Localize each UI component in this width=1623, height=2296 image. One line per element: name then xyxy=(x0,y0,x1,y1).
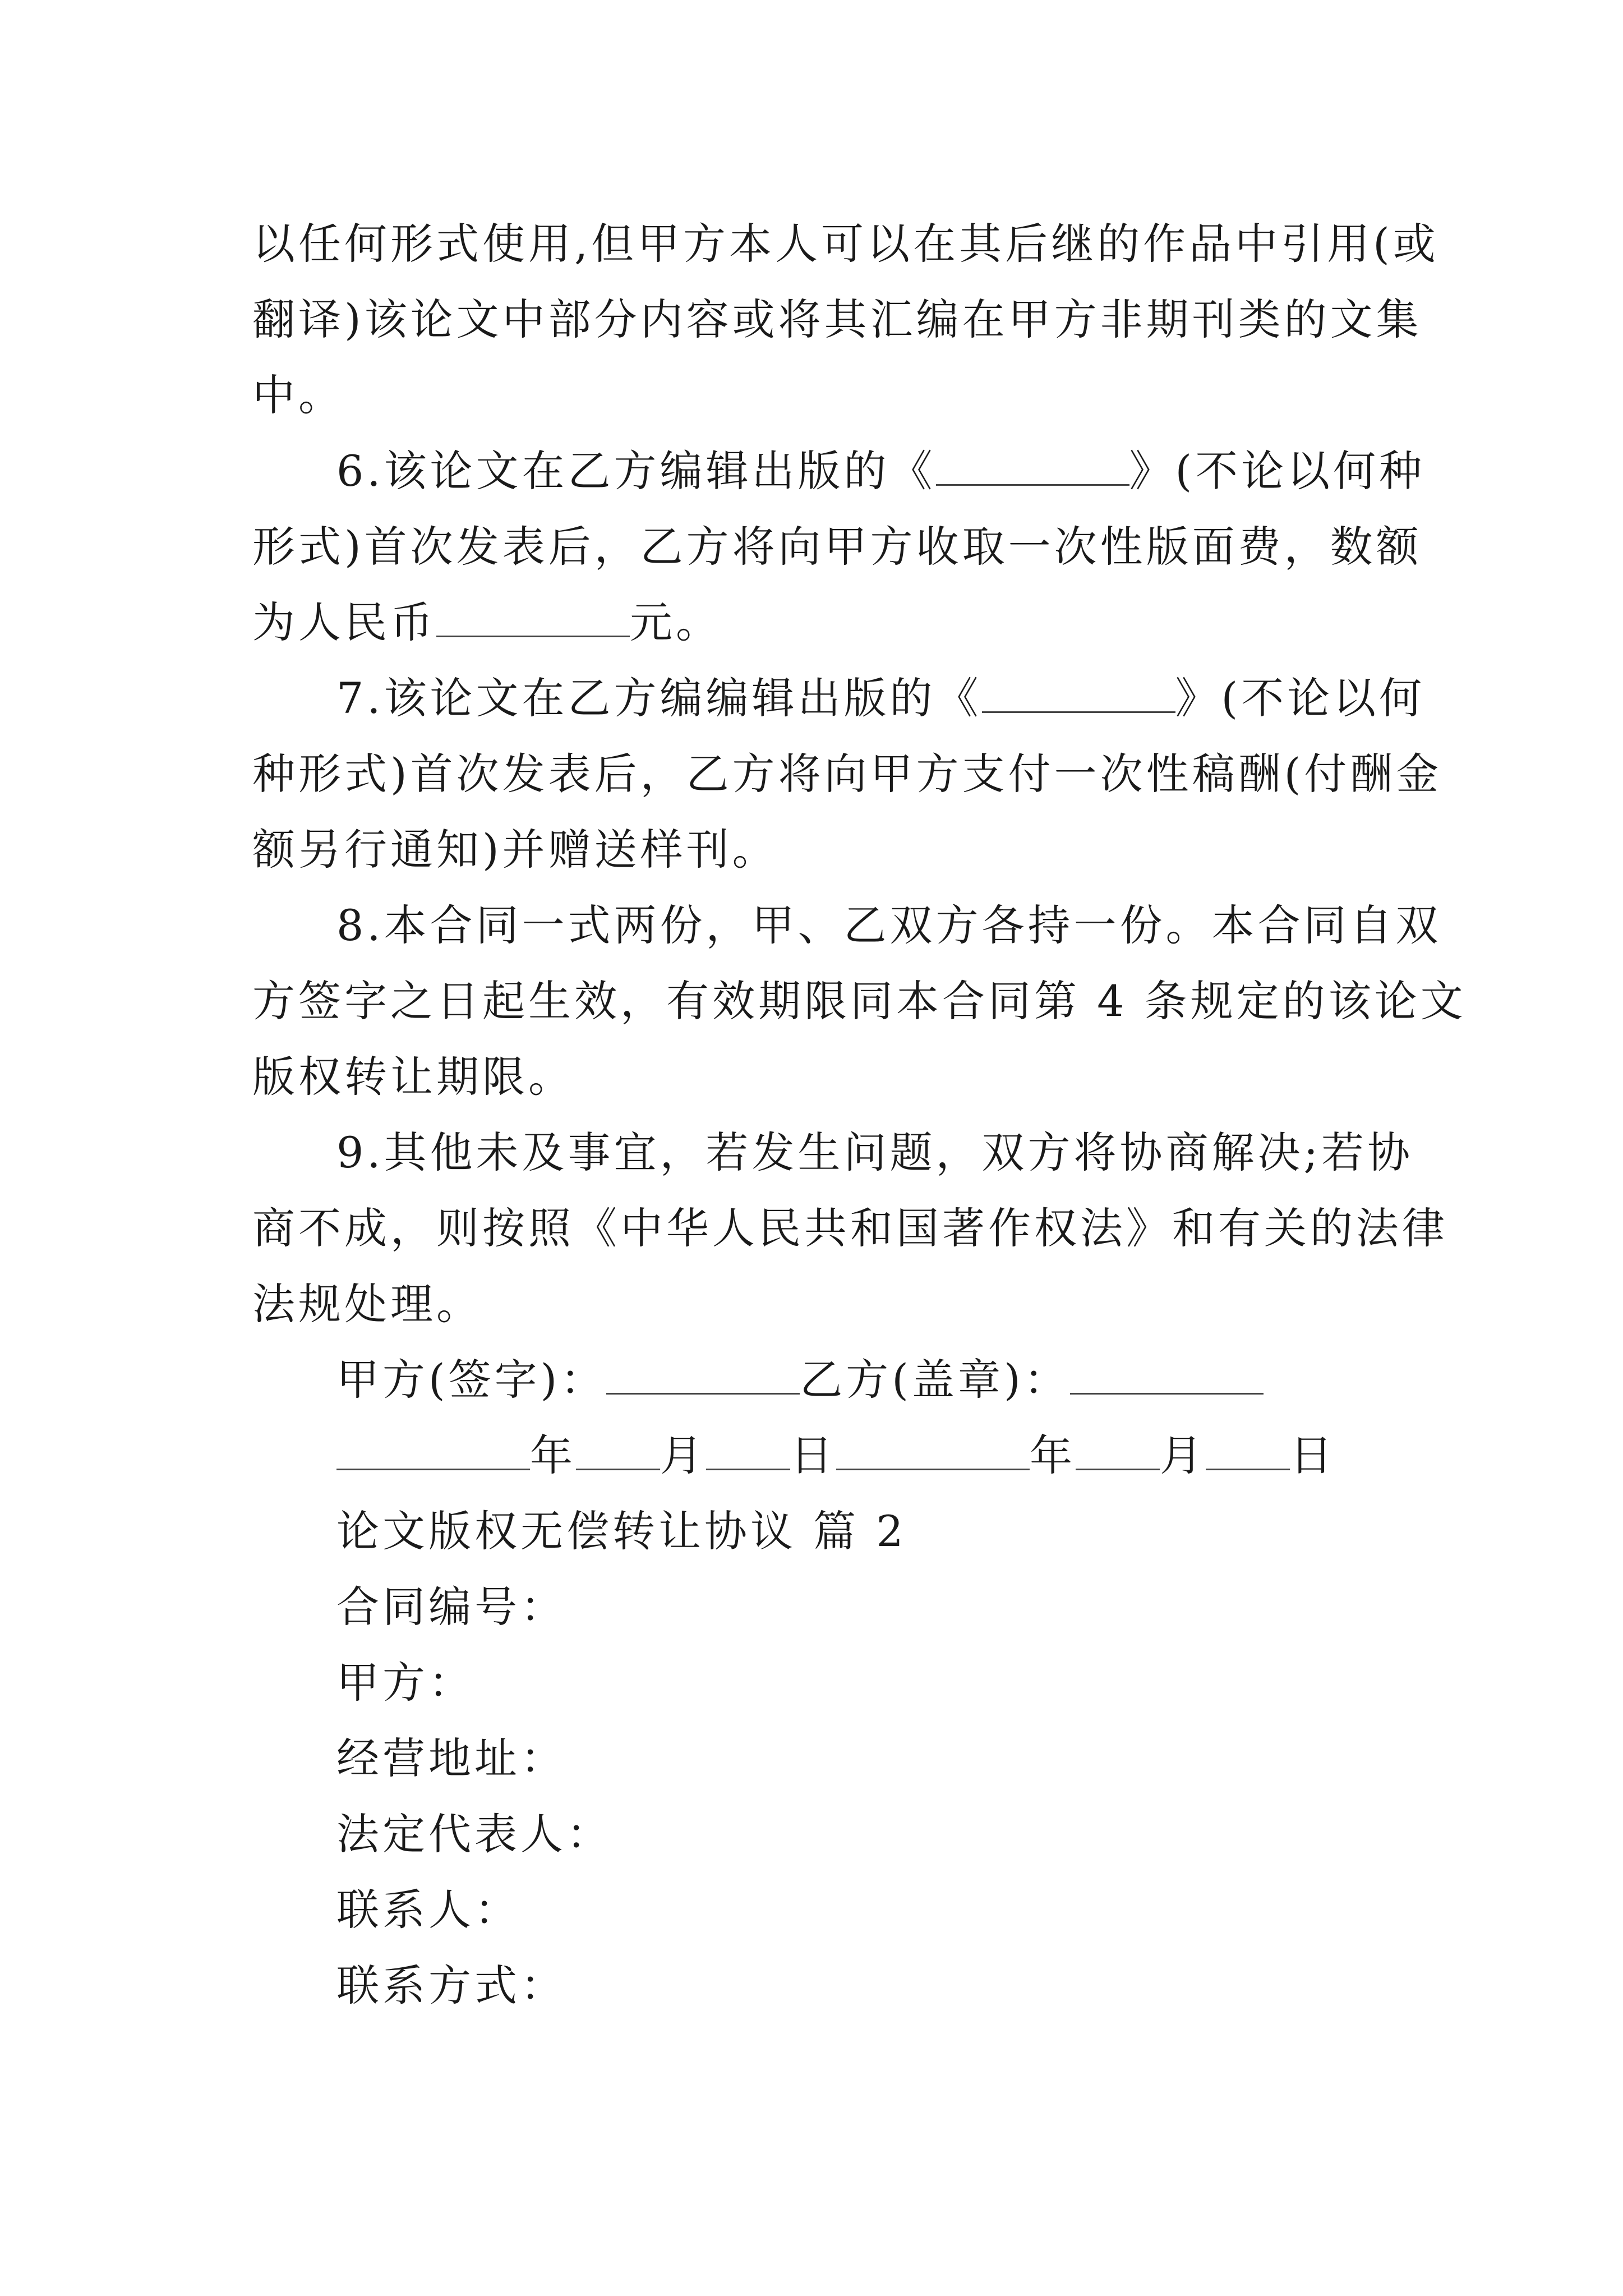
month-blank[interactable] xyxy=(1076,1429,1160,1470)
text: 以任何形式使用,但甲方本人可以在其后继的作品中引用(或 xyxy=(252,219,1439,269)
text: 7.该论文在乙方编编辑出版的《 xyxy=(336,673,982,723)
field-label: 联系人： xyxy=(336,1885,520,1935)
field-address xyxy=(336,1731,1469,1787)
field-party-a xyxy=(336,1655,1469,1711)
text: 元。 xyxy=(630,597,722,647)
text: 8.本合同一式两份，甲、乙双方各持一份。本合同自双 xyxy=(336,900,1442,950)
clause-6-line-3 xyxy=(252,595,1385,651)
day-blank[interactable] xyxy=(1206,1429,1290,1470)
party-a-sign-blank[interactable] xyxy=(606,1354,800,1395)
year-label: 年 xyxy=(1030,1430,1076,1480)
clause-7-line-3 xyxy=(252,822,1385,878)
day-blank[interactable] xyxy=(706,1429,790,1470)
party-b-seal-label: 乙方(盖章)： xyxy=(800,1355,1070,1405)
party-a-sign-label: 甲方(签字)： xyxy=(336,1355,607,1405)
fill-blank[interactable] xyxy=(982,672,1175,713)
date-line xyxy=(336,1428,1469,1484)
month-label: 月 xyxy=(1160,1430,1206,1480)
year-blank[interactable] xyxy=(836,1429,1030,1470)
day-label: 日 xyxy=(790,1430,836,1480)
text: 商不成，则按照《中华人民共和国著作权法》和有关的法律 xyxy=(252,1203,1448,1253)
paragraph-line xyxy=(252,292,1422,348)
clause-8-line-1 xyxy=(336,898,1469,954)
clause-9-line-3 xyxy=(252,1276,1385,1332)
text: 版权转让期限。 xyxy=(252,1052,574,1102)
text: 形式)首次发表后，乙方将向甲方收取一次性版面费，数额 xyxy=(252,522,1422,572)
text: 法规处理。 xyxy=(252,1279,482,1329)
clause-9-line-2 xyxy=(252,1200,1448,1257)
field-label: 联系方式： xyxy=(336,1961,566,2010)
text: 为人民币 xyxy=(252,597,436,647)
fill-blank[interactable] xyxy=(936,445,1129,486)
field-label: 合同编号： xyxy=(336,1582,566,1632)
clause-9-line-1 xyxy=(336,1125,1469,1181)
text: 额另行通知)并赠送样刊。 xyxy=(252,825,778,875)
text: 》(不论以何 xyxy=(1175,673,1426,723)
clause-8-line-3 xyxy=(252,1049,1385,1105)
text: 种形式)首次发表后，乙方将向甲方支付一次性稿酬(付酬金 xyxy=(252,749,1442,799)
text: 方签字之日起生效，有效期限同本合同第 4 条规定的该论文 xyxy=(252,976,1467,1026)
fill-blank[interactable] xyxy=(436,596,630,637)
paragraph-line xyxy=(252,216,1439,272)
text: 9.其他未及事宜，若发生问题，双方将协商解决;若协 xyxy=(336,1128,1414,1177)
field-contact xyxy=(336,1882,1469,1938)
field-label: 甲方： xyxy=(336,1658,474,1708)
field-legal-rep xyxy=(336,1806,1469,1862)
clause-8-line-2 xyxy=(252,973,1467,1029)
text: 翻译)该论文中部分内容或将其汇编在甲方非期刊类的文集 xyxy=(252,295,1422,344)
field-label: 经营地址： xyxy=(336,1733,566,1783)
field-contact-method xyxy=(336,1958,1469,2014)
year-label: 年 xyxy=(530,1430,576,1480)
month-blank[interactable] xyxy=(576,1429,660,1470)
party-b-seal-blank[interactable] xyxy=(1070,1354,1264,1395)
heading-text: 论文版权无偿转让协议 篇 2 xyxy=(336,1506,907,1556)
clause-7-line-2 xyxy=(252,746,1442,802)
text: 6.该论文在乙方编辑出版的《 xyxy=(336,446,936,496)
paragraph-line xyxy=(252,367,1385,424)
field-label: 法定代表人： xyxy=(336,1809,612,1859)
clause-6-line-2 xyxy=(252,519,1422,575)
field-contract-no xyxy=(336,1579,1469,1635)
day-label: 日 xyxy=(1290,1430,1336,1480)
clause-6-line-1 xyxy=(336,443,1469,499)
year-blank[interactable] xyxy=(336,1429,530,1470)
clause-7-line-1 xyxy=(336,670,1469,726)
text: 》(不论以何种 xyxy=(1129,446,1426,496)
text: 中。 xyxy=(252,370,344,420)
section-heading xyxy=(336,1503,1469,1559)
month-label: 月 xyxy=(660,1430,706,1480)
signature-line xyxy=(336,1352,1469,1408)
